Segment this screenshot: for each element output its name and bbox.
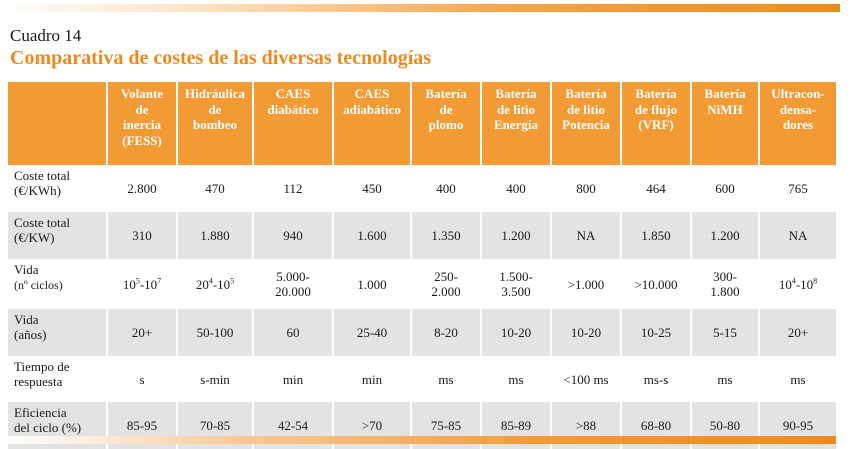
col-header-ultracondensadores: Ultracon- densa- dores [758,82,836,165]
table-cell: 10-20 [550,309,620,356]
table-cell: 400 [480,165,550,212]
table-cell: 1.880 [176,212,252,259]
table-cell: 50-80 [690,402,758,449]
table-cell: 600 [690,165,758,212]
row-label: Vida (nº ciclos) [8,259,106,309]
table-cell: s [106,356,176,402]
table-cell: min [332,356,410,402]
table-cell: 70-85 [176,402,252,449]
row-label: Vida (años) [8,309,106,356]
table-cell: $20^4-10^5$ [176,259,252,309]
table-cell: >10.000 [620,259,690,309]
table-cell: >88 [550,402,620,449]
table-cell: 1.850 [620,212,690,259]
table-number: Cuadro 14 [10,26,82,45]
col-header-fess: Volante de inercia (FESS) [106,82,176,165]
bottom-accent-bar [8,436,836,444]
table-cell: <100 ms [550,356,620,402]
col-header-hidraulica: Hidráulica de bombeo [176,82,252,165]
table-row [8,212,836,259]
table-cell: 940 [252,212,332,259]
table-cell: min [252,356,332,402]
table-cell: 50-100 [176,309,252,356]
table-cell: $10^5-10^7$ [106,259,176,309]
table-row [8,165,836,212]
col-header-bateria-plomo: Batería de plomo [410,82,480,165]
table-cell: 68-80 [620,402,690,449]
table-cell: ms-s [620,356,690,402]
table-cell: 5.000- 20.000 [252,259,332,309]
table-cell: 300- 1.800 [690,259,758,309]
table-cell: 60 [252,309,332,356]
table-cell: 25-40 [332,309,410,356]
col-header-caes-diabatico: CAES diabático [252,82,332,165]
cost-comparison-table [8,82,836,449]
header-corner [8,82,106,165]
table-cell: 470 [176,165,252,212]
table-cell: 112 [252,165,332,212]
top-accent-bar [0,4,840,12]
table-cell: 800 [550,165,620,212]
table-cell: ms [480,356,550,402]
table-cell: >1.000 [550,259,620,309]
table-cell: 450 [332,165,410,212]
table-cell: 5-15 [690,309,758,356]
table-cell: 1.200 [480,212,550,259]
table-row [8,356,836,402]
table-cell: 765 [758,165,836,212]
col-header-bateria-litio-energia: Batería de litio Energía [480,82,550,165]
table-cell: ms [690,356,758,402]
table-cell: >70 [332,402,410,449]
row-label: Coste total (€/KWh) [8,165,106,212]
table-cell: 464 [620,165,690,212]
table-cell: 1.000 [332,259,410,309]
table-cell: 20+ [106,309,176,356]
table-cell: 42-54 [252,402,332,449]
table-cell: 1.600 [332,212,410,259]
table-cell: NA [758,212,836,259]
col-header-bateria-litio-potencia: Batería de litio Potencia [550,82,620,165]
table-cell: 250- 2.000 [410,259,480,309]
table-cell: $10^4-10^8$ [758,259,836,309]
table-cell: s-min [176,356,252,402]
row-label: Eficiencia del ciclo (%) [8,402,106,449]
table-cell: 90-95 [758,402,836,449]
table-cell: NA [550,212,620,259]
col-header-bateria-nimh: Batería NiMH [690,82,758,165]
row-label: Coste total (€/KW) [8,212,106,259]
table-cell: 85-89 [480,402,550,449]
row-label: Tiempo de respuesta [8,356,106,402]
table-cell: 85-95 [106,402,176,449]
table-cell: 75-85 [410,402,480,449]
table-cell: 2.800 [106,165,176,212]
table-cell: 10-20 [480,309,550,356]
col-header-caes-adiabatico: CAES adiabático [332,82,410,165]
table-cell: 20+ [758,309,836,356]
header-row [8,82,836,165]
table-cell: 10-25 [620,309,690,356]
col-header-bateria-flujo: Batería de flujo (VRF) [620,82,690,165]
table-cell: ms [410,356,480,402]
table-row [8,309,836,356]
table-cell: 310 [106,212,176,259]
table-cell: 1.200 [690,212,758,259]
table-cell: 1.500- 3.500 [480,259,550,309]
table-cell: 8-20 [410,309,480,356]
table-row [8,259,836,309]
table-title: Comparativa de costes de las diversas tecnologías [10,47,432,69]
table-cell: 400 [410,165,480,212]
table-cell: ms [758,356,836,402]
table-cell: 1.350 [410,212,480,259]
